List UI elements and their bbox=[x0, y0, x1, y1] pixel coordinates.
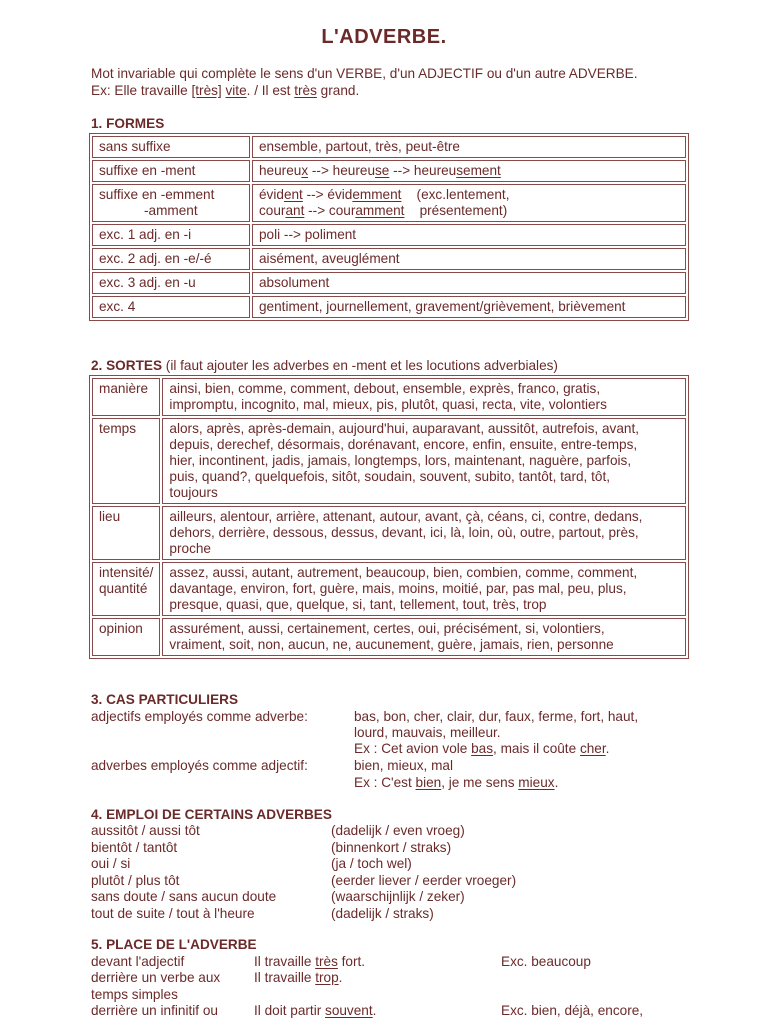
text-fragment: . bbox=[338, 970, 343, 985]
text-fragment: vraiment, soit, non, aucun, ne, aucunement, guère, jamais, rien, personne bbox=[169, 637, 614, 652]
text-fragment: suffixe en -emment bbox=[99, 187, 215, 202]
text-fragment: depuis, derechef, désormais, dorénavant, encore, enfin, ensuite, entre-temps, bbox=[169, 437, 638, 452]
text-fragment: cour bbox=[259, 203, 286, 218]
text-fragment: (exc.lentement, bbox=[401, 187, 510, 202]
text-fragment: cher bbox=[579, 741, 606, 756]
cas-value: bas, bon, cher, clair, dur, faux, ferme, fort, haut, bbox=[354, 709, 639, 724]
text-fragment: emment bbox=[352, 187, 402, 202]
list-item: (dadelijk / straks) bbox=[331, 905, 434, 921]
text-fragment: --> évid bbox=[302, 187, 353, 202]
list-item: sans doute / sans aucun doute bbox=[91, 889, 277, 904]
text-fragment: heureu bbox=[259, 163, 302, 178]
text-fragment: ainsi, bien, comme, comment, debout, ensemble, exprès, franco, gratis, bbox=[169, 381, 601, 396]
list-item: (dadelijk / even vroeg) bbox=[331, 823, 465, 838]
text-fragment: Ex : Cet avion vole bbox=[354, 741, 472, 756]
sortes-label: opinion bbox=[92, 618, 160, 656]
text-fragment: Il travaille bbox=[254, 954, 316, 969]
sortes-label: temps bbox=[92, 418, 160, 504]
text-fragment: fort. bbox=[337, 954, 366, 969]
text-fragment: --> heureu bbox=[308, 163, 375, 178]
formes-value: aisément, aveuglément bbox=[252, 248, 686, 270]
sortes-label: manière bbox=[92, 378, 160, 416]
text-fragment: impromptu, incognito, mal, mieux, pis, plutôt, quasi, recta, vite, volontiers bbox=[169, 397, 607, 412]
place-rule: temps simples bbox=[91, 987, 178, 1002]
text-fragment: mieux bbox=[518, 775, 555, 790]
table-row bbox=[92, 618, 686, 656]
formes-value: poli --> poliment bbox=[252, 224, 686, 246]
page-title: L'ADVERBE. bbox=[321, 26, 447, 48]
text-fragment: puis, quand?, quelquefois, sitôt, soudain, souvent, subito, tantôt, tard, tôt, bbox=[169, 469, 610, 484]
text-fragment: davantage, environ, fort, guère, mais, moins, moitié, par, pas mal, peu, plus, bbox=[169, 581, 627, 596]
intro-example bbox=[91, 83, 359, 100]
text-fragment: --> cour bbox=[304, 203, 356, 218]
formes-value: gentiment, journellement, gravement/grièvement, brièvement bbox=[252, 296, 686, 318]
table-row bbox=[92, 224, 686, 246]
text-fragment: ent bbox=[283, 187, 303, 202]
formes-label bbox=[92, 184, 250, 222]
cas-value: bien, mieux, mal bbox=[354, 758, 453, 773]
place-exception: Exc. beaucoup bbox=[501, 954, 591, 969]
sortes-table bbox=[89, 375, 689, 659]
text-fragment: (il faut ajouter les adverbes en -ment et les locutions adverbiales) bbox=[162, 358, 558, 373]
text-fragment: très bbox=[294, 83, 317, 98]
formes-label: exc. 1 adj. en -i bbox=[92, 224, 250, 246]
place-example bbox=[254, 1003, 376, 1020]
list-item: (waarschijnlijk / zeker) bbox=[331, 889, 465, 904]
list-item: (binnenkort / straks) bbox=[331, 839, 452, 855]
sortes-label bbox=[92, 562, 160, 616]
place-example bbox=[254, 954, 365, 971]
emploi-translations bbox=[331, 823, 516, 922]
text-fragment: sement bbox=[456, 163, 501, 178]
place-rule: derrière un verbe aux bbox=[91, 970, 221, 985]
table-row bbox=[92, 562, 686, 616]
text-fragment: dehors, derrière, dessous, dessus, devant, ici, là, loin, où, outre, partout, près, bbox=[169, 525, 639, 540]
formes-label: exc. 4 bbox=[92, 296, 250, 318]
section-heading-sortes bbox=[91, 358, 558, 375]
list-item: bientôt / tantôt bbox=[91, 839, 178, 855]
text-fragment: . bbox=[605, 741, 610, 756]
text-fragment: vite bbox=[225, 83, 247, 98]
text-fragment: ailleurs, alentour, arrière, attenant, autour, avant, çà, céans, ci, contre, dedans, bbox=[169, 509, 643, 524]
text-fragment: Il doit partir bbox=[254, 1003, 326, 1018]
sortes-value bbox=[162, 618, 686, 656]
text-fragment: présentement) bbox=[404, 203, 508, 218]
cas-label: adverbes employés comme adjectif: bbox=[91, 758, 308, 773]
sortes-value bbox=[162, 418, 686, 504]
text-fragment: , mais il coûte bbox=[493, 741, 580, 756]
formes-label: exc. 3 adj. en -u bbox=[92, 272, 250, 294]
list-item: plutôt / plus tôt bbox=[91, 872, 180, 888]
text-fragment: --> heureu bbox=[389, 163, 457, 178]
section-heading-cas: 3. CAS PARTICULIERS bbox=[91, 692, 239, 707]
cas-example bbox=[354, 775, 558, 792]
text-fragment: très bbox=[315, 954, 338, 969]
text-fragment: hier, incontinent, jadis, jamais, longtemps, lors, maintenant, naguère, parfois, bbox=[169, 453, 632, 468]
text-fragment: trop bbox=[315, 970, 339, 985]
text-fragment: assez, aussi, autant, autrement, beaucoup, bien, combien, comme, comment, bbox=[169, 565, 638, 580]
table-row bbox=[92, 296, 686, 318]
formes-value: absolument bbox=[252, 272, 686, 294]
text-fragment: souvent bbox=[325, 1003, 373, 1018]
place-rule: devant l'adjectif bbox=[91, 954, 185, 969]
formes-label: sans suffixe bbox=[92, 136, 250, 158]
table-row bbox=[92, 378, 686, 416]
table-row bbox=[92, 184, 686, 222]
text-fragment: . / Il est bbox=[246, 83, 295, 98]
place-rule: derrière un infinitif ou bbox=[91, 1003, 218, 1018]
text-fragment: 2. SORTES bbox=[91, 358, 163, 373]
text-fragment: alors, après, après-demain, aujourd'hui, auparavant, aussitôt, autrefois, avant, bbox=[169, 421, 640, 436]
text-fragment: Ex: Elle travaille bbox=[91, 83, 192, 98]
text-fragment: bas bbox=[471, 741, 494, 756]
section-heading-formes: 1. FORMES bbox=[91, 116, 165, 131]
sortes-value bbox=[162, 562, 686, 616]
sortes-value bbox=[162, 378, 686, 416]
text-fragment: x bbox=[301, 163, 309, 178]
text-fragment: Ex : C'est bbox=[354, 775, 416, 790]
text-fragment: toujours bbox=[169, 485, 218, 500]
text-fragment: quantité bbox=[99, 581, 148, 596]
text-fragment: -amment bbox=[144, 203, 198, 218]
list-item: tout de suite / tout à l'heure bbox=[91, 905, 255, 921]
table-row bbox=[92, 136, 686, 158]
text-fragment: Il travaille bbox=[254, 970, 316, 985]
formes-value bbox=[252, 184, 686, 222]
list-item: aussitôt / aussi tôt bbox=[91, 823, 200, 838]
text-fragment: proche bbox=[169, 541, 211, 556]
sortes-label: lieu bbox=[92, 506, 160, 560]
formes-value: ensemble, partout, très, peut-être bbox=[252, 136, 686, 158]
table-row bbox=[92, 506, 686, 560]
text-fragment: ant bbox=[285, 203, 305, 218]
table-row bbox=[92, 418, 686, 504]
text-fragment: évid bbox=[259, 187, 284, 202]
table-row bbox=[92, 272, 686, 294]
section-heading-place: 5. PLACE DE L'ADVERBE bbox=[91, 937, 257, 952]
list-item: (eerder liever / eerder vroeger) bbox=[331, 872, 517, 888]
text-fragment: . bbox=[554, 775, 559, 790]
table-row bbox=[92, 248, 686, 270]
emploi-terms bbox=[91, 823, 276, 922]
cas-example bbox=[354, 741, 609, 758]
text-fragment: presque, quasi, que, quelque, si, tant, tellement, tout, très, trop bbox=[169, 597, 547, 612]
cas-value: lourd, mauvais, meilleur. bbox=[354, 725, 501, 740]
cas-label: adjectifs employés comme adverbe: bbox=[91, 709, 308, 724]
text-fragment: assurément, aussi, certainement, certes, oui, précisément, si, volontiers, bbox=[169, 621, 605, 636]
text-fragment: , je me sens bbox=[441, 775, 519, 790]
intro-definition: Mot invariable qui complète le sens d'un VERBE, d'un ADJECTIF ou d'un autre ADVERBE. bbox=[91, 66, 638, 81]
text-fragment: grand. bbox=[316, 83, 360, 98]
text-fragment: . bbox=[372, 1003, 377, 1018]
table-row bbox=[92, 160, 686, 182]
section-heading-emploi: 4. EMPLOI DE CERTAINS ADVERBES bbox=[91, 807, 332, 822]
place-exception: Exc. bien, déjà, encore, bbox=[501, 1003, 644, 1018]
text-fragment: bien bbox=[415, 775, 442, 790]
text-fragment: intensité/ bbox=[99, 565, 154, 580]
sortes-value bbox=[162, 506, 686, 560]
formes-table bbox=[89, 133, 689, 321]
list-item: (ja / toch wel) bbox=[331, 856, 412, 871]
formes-label: exc. 2 adj. en -e/-é bbox=[92, 248, 250, 270]
text-fragment: amment bbox=[355, 203, 405, 218]
formes-label: suffixe en -ment bbox=[92, 160, 250, 182]
list-item: oui / si bbox=[91, 856, 131, 871]
text-fragment: [très] bbox=[191, 83, 222, 98]
place-example bbox=[254, 970, 342, 987]
text-fragment: se bbox=[375, 163, 390, 178]
formes-value bbox=[252, 160, 686, 182]
